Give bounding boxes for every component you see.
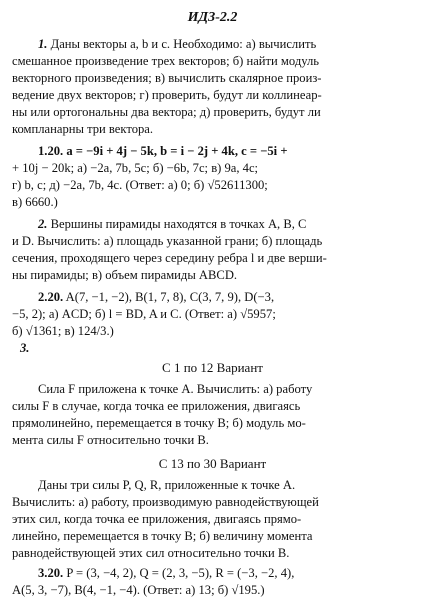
task-2-line-3: сечения, проходящего через середину ребра l и две верши-: [12, 251, 327, 265]
exercise-1-20-line-1: 1.20. a = −9i + 4j − 5k, b = i − 2j + 4k, c = −5i +: [38, 144, 288, 158]
variant-1-12-line-1: Сила F приложена к точке A. Вычислить: а) работу: [38, 382, 313, 396]
exercise-2-20-line-1: 2.20. A(7, −1, −2), B(1, 7, 8), C(3, 7, 9), D(−3,: [38, 290, 275, 304]
task-2-number: 2.: [38, 217, 48, 231]
variant-13-30-line-3: этих сил, когда точка ее приложения, двигаясь прямо-: [12, 512, 302, 526]
task-1-line-5: ны или ортогональны два вектора; д) проверить, будут ли: [12, 105, 321, 119]
exercise-1-20-number: 1.20.: [38, 144, 64, 158]
page-title: ИДЗ-2.2: [187, 10, 238, 25]
variant-1-12-line-4: мента силы F относительно точки B.: [12, 433, 209, 447]
variant-13-30-line-1: Даны три силы P, Q, R, приложенные к точке A.: [38, 478, 296, 492]
task-2-line-1: 2. Вершины пирамиды находятся в точках A, B, C: [38, 217, 307, 231]
exercise-2-20-line-3: б) √1361; в) 124/3.): [12, 324, 114, 338]
exercise-2-20-number: 2.20.: [38, 290, 64, 304]
exercise-1-20-line-3: г) b, c; д) −2a, 7b, 4c. (Ответ: а) 0; б) √52611300;: [12, 178, 268, 192]
exercise-3-20-number: 3.20.: [38, 566, 64, 580]
task-1-line-1: 1. Даны векторы a, b и c. Необходимо: а) вычислить: [38, 37, 317, 51]
variant-13-30-line-2: Вычислить: а) работу, производимую равнодействующей: [12, 495, 319, 509]
variant-1-12-line-3: прямолинейно, перемещается в точку B; б) модуль мо-: [12, 416, 306, 430]
exercise-3-20-line-1: 3.20. P = (3, −4, 2), Q = (2, 3, −5), R = (−3, −2, 4),: [38, 566, 295, 580]
exercise-2-20-line-2: −5, 2); а) ACD; б) l = BD, A и C. (Ответ: а) √5957;: [12, 307, 276, 321]
variant-13-30-line-4: линейно, перемещается в точку B; б) величину момента: [12, 529, 313, 543]
task-2-line-2: и D. Вычислить: а) площадь указанной грани; б) площадь: [12, 234, 323, 248]
exercise-3-20-line-2: A(5, 3, −7), B(4, −1, −4). (Ответ: а) 13; б) √195.): [12, 583, 265, 597]
exercise-1-20-line-2: + 10j − 20k; а) −2a, 7b, 5c; б) −6b, 7c; в) 9a, 4c;: [12, 161, 259, 175]
task-1-line-6: компланарны три вектора.: [12, 122, 154, 136]
task-1-number: 1.: [38, 37, 48, 51]
variant-13-30-line-5: равнодействующей этих сил относительно точки B.: [12, 546, 290, 560]
variant-1-12-line-2: силы F в случае, когда точка ее приложения, двигаясь: [12, 399, 301, 413]
task-1-line-2: смешанное произведение трех векторов; б) найти модуль: [12, 54, 320, 68]
task-1-line-3: векторного произведения; в) вычислить скалярное произ-: [12, 71, 322, 85]
variant-13-30-heading: С 13 по 30 Вариант: [158, 456, 267, 471]
task-2-line-4: ны пирамиды; в) объем пирамиды ABCD.: [12, 268, 238, 282]
exercise-1-20-line-4: в) 6660.): [12, 195, 58, 209]
task-3-number: 3.: [20, 341, 30, 355]
task-1-line-4: ведение двух векторов; г) проверить, будут ли коллинеар-: [12, 88, 322, 102]
variant-1-12-heading: С 1 по 12 Вариант: [162, 360, 263, 375]
